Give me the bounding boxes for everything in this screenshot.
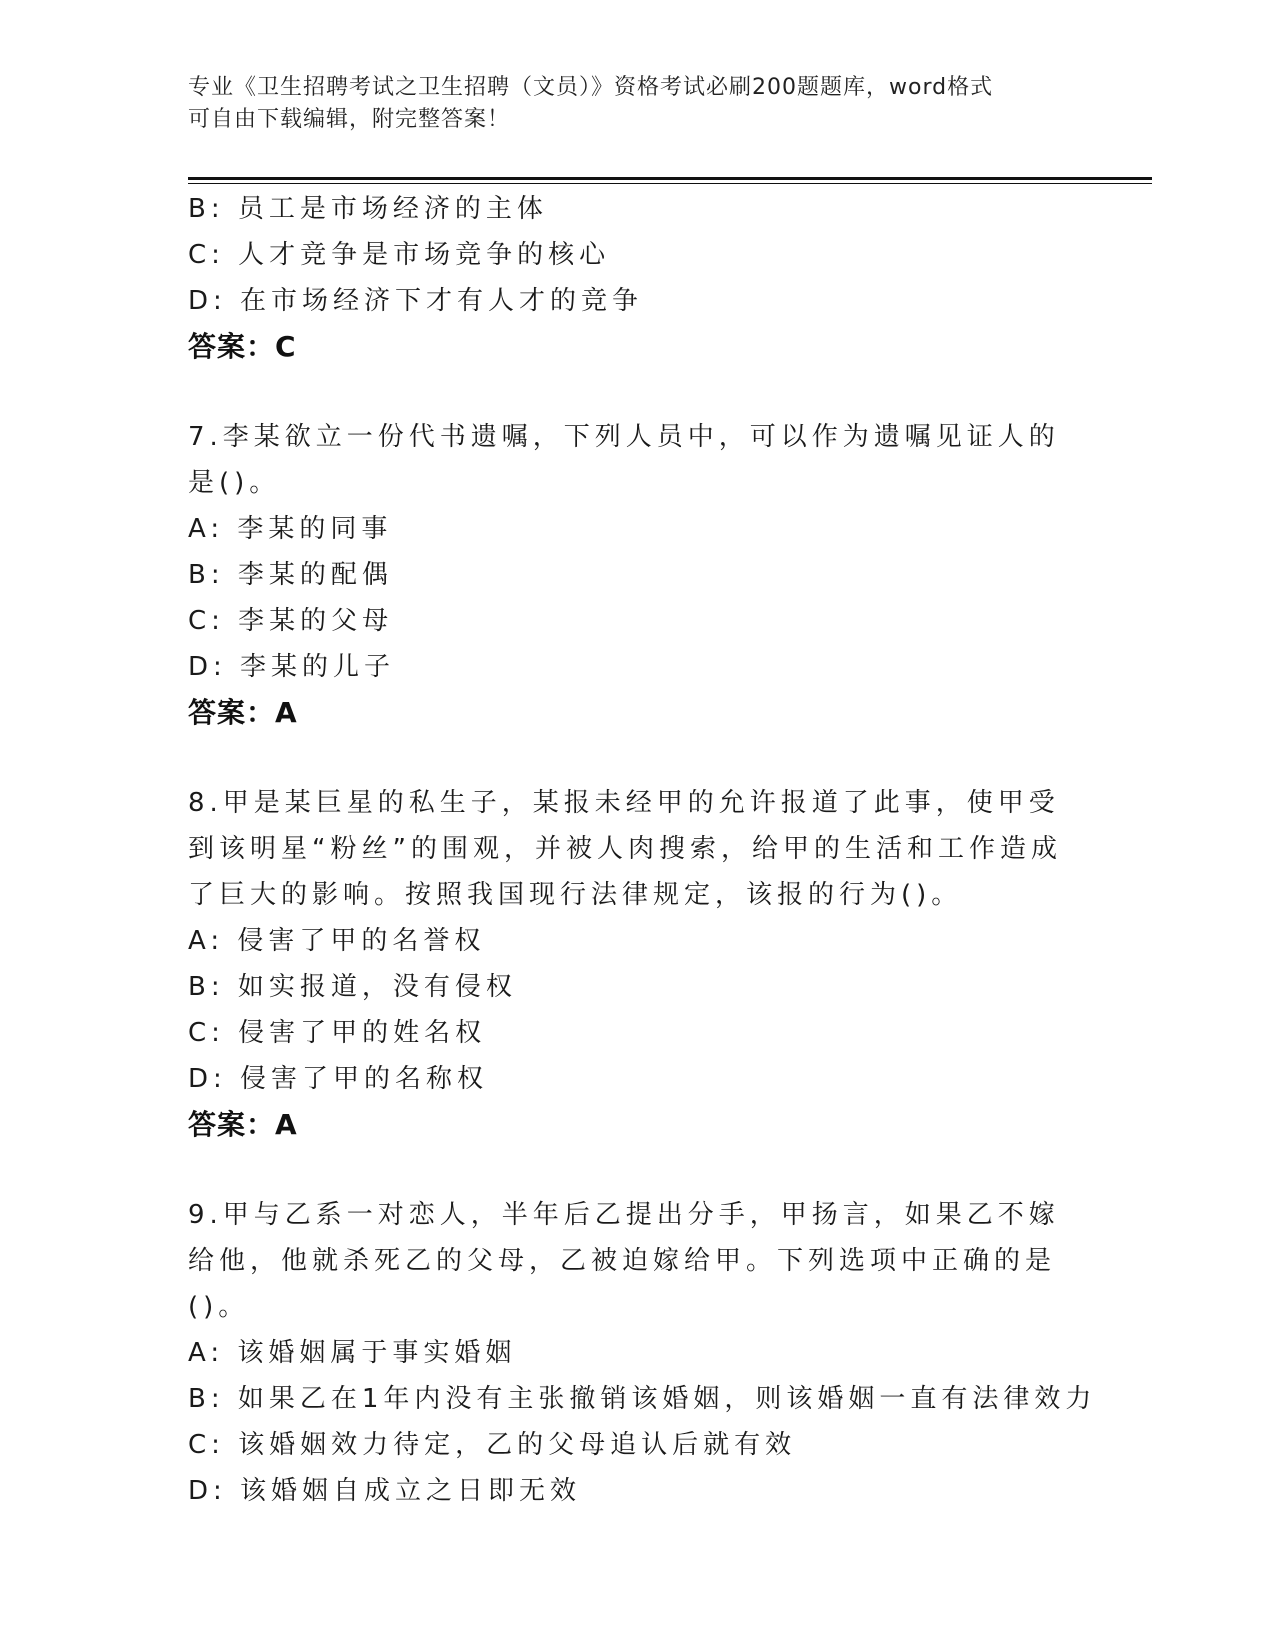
option-a: A: 李某的同事	[188, 514, 393, 544]
option-a: A: 侵害了甲的名誉权	[188, 926, 486, 956]
answer-line: 答案：C	[188, 330, 297, 363]
option-d: D: 该婚姻自成立之日即无效	[188, 1476, 582, 1506]
option-d: D: 侵害了甲的名称权	[188, 1064, 489, 1094]
question-6-remainder	[188, 186, 1088, 370]
header-rule-thin	[188, 183, 1152, 184]
option-c: C: 该婚姻效力待定，乙的父母追认后就有效	[188, 1430, 797, 1460]
option-b: B: 员工是市场经济的主体	[188, 194, 548, 224]
option-d: D: 在市场经济下才有人才的竞争	[188, 286, 644, 316]
option-d: D: 李某的儿子	[188, 652, 396, 682]
option-c: C: 侵害了甲的姓名权	[188, 1018, 487, 1048]
option-b: B: 如果乙在1年内没有主张撤销该婚姻，则该婚姻一直有法律效力	[188, 1384, 1097, 1414]
option-c: C: 李某的父母	[188, 606, 394, 636]
question-text: 7.李某欲立一份代书遗嘱，下列人员中，可以作为遗嘱见证人的是()。	[188, 422, 1060, 498]
question-9	[188, 1192, 1097, 1514]
answer-line: 答案：A	[188, 696, 298, 729]
document-content	[188, 186, 1097, 1514]
option-a: A: 该婚姻属于事实婚姻	[188, 1338, 517, 1368]
question-8	[188, 780, 1088, 1148]
document-header-title: 专业《卫生招聘考试之卫生招聘（文员）》资格考试必刷200题题库，word格式 可自由下载编辑，附完整答案！	[188, 75, 994, 132]
option-b: B: 如实报道，没有侵权	[188, 972, 517, 1002]
question-text: 9.甲与乙系一对恋人，半年后乙提出分手，甲扬言，如果乙不嫁给他，他就杀死乙的父母，乙被迫嫁给甲。下列选项中正确的是()。	[188, 1200, 1060, 1322]
answer-line: 答案：A	[188, 1108, 298, 1141]
option-b: B: 李某的配偶	[188, 560, 393, 590]
option-c: C: 人才竞争是市场竞争的核心	[188, 240, 611, 270]
question-text: 8.甲是某巨星的私生子，某报未经甲的允许报道了此事，使甲受到该明星“粉丝”的围观，并被人肉搜索，给甲的生活和工作造成了巨大的影响。按照我国现行法律规定，该报的行为()。	[188, 788, 1062, 910]
question-7	[188, 414, 1088, 736]
header-rule-thick	[188, 177, 1152, 180]
